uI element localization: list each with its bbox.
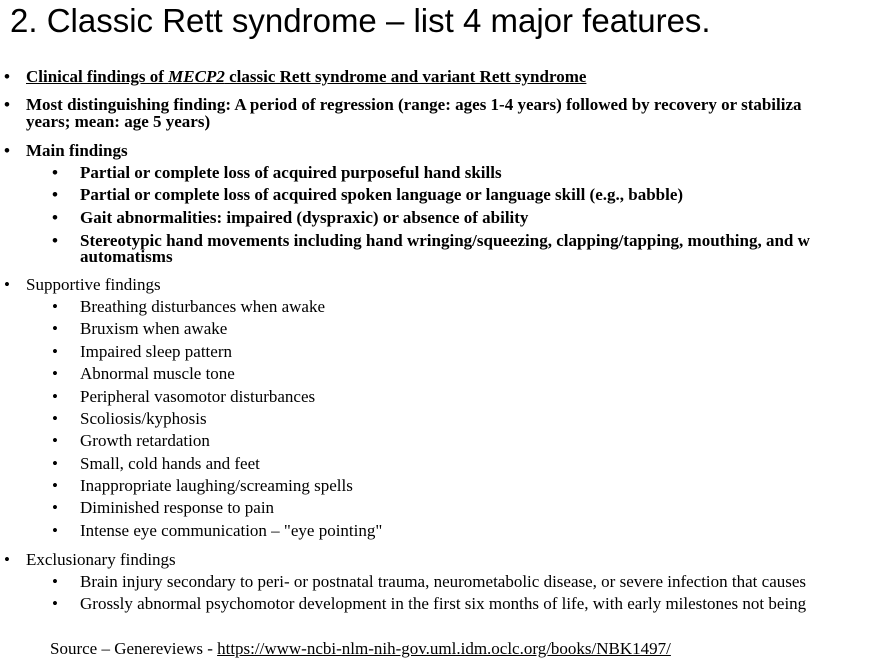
bullet-icon: •: [4, 275, 10, 294]
bullet-icon: •: [52, 364, 58, 383]
bullet-icon: •: [52, 476, 58, 495]
main-finding-text: Gait abnormalities: impaired (dyspraxic) or absence of ability: [80, 208, 529, 227]
main-finding-text-cont: automatisms: [80, 247, 173, 266]
supportive-finding-text: Abnormal muscle tone: [80, 364, 235, 383]
bullet-icon: •: [4, 95, 10, 114]
bullet-icon: •: [52, 454, 58, 473]
exclusionary-finding-text: Grossly abnormal psychomotor development in the first six months of life, with early milestones not being: [80, 594, 807, 613]
bullet-icon: •: [4, 67, 10, 86]
distinguishing-line-1: Most distinguishing finding: A period of regression (range: ages 1-4 years) followed by recovery or stabiliza: [26, 95, 802, 114]
source-citation: [50, 640, 671, 657]
bullet-icon: •: [4, 550, 10, 569]
supportive-finding-text: Intense eye communication – "eye pointing": [80, 521, 383, 540]
bullet-icon: •: [52, 163, 58, 182]
heading-text: Clinical findings of: [26, 67, 169, 86]
supportive-finding-text: Impaired sleep pattern: [80, 342, 232, 361]
supportive-finding-text: Inappropriate laughing/screaming spells: [80, 476, 353, 495]
supportive-finding-text: Bruxism when awake: [80, 319, 228, 338]
main-finding-text: Partial or complete loss of acquired purposeful hand skills: [80, 163, 502, 182]
supportive-finding-text: Diminished response to pain: [80, 498, 275, 517]
main-finding-text: Partial or complete loss of acquired spoken language or language skill (e.g., babble): [80, 185, 684, 204]
bullet-icon: •: [52, 572, 58, 591]
bullet-icon: •: [52, 231, 58, 250]
bullet-icon: •: [52, 409, 58, 428]
bullet-icon: •: [52, 521, 58, 540]
bullet-icon: •: [52, 297, 58, 316]
bullet-icon: •: [52, 185, 58, 204]
supportive-finding-text: Small, cold hands and feet: [80, 454, 260, 473]
exclusionary-finding-text: Brain injury secondary to peri- or postnatal trauma, neurometabolic disease, or severe infection that causes: [80, 572, 807, 591]
distinguishing-line-2: years; mean: age 5 years): [26, 112, 211, 131]
bullet-icon: •: [52, 594, 58, 613]
bullet-icon: •: [4, 141, 10, 160]
supportive-finding-text: Peripheral vasomotor disturbances: [80, 387, 316, 406]
main-findings-text: Main findings: [26, 141, 128, 160]
heading-text-end: classic Rett syndrome and variant Rett syndrome: [224, 67, 587, 86]
supportive-finding-text: Growth retardation: [80, 431, 210, 450]
bullet-icon: •: [52, 431, 58, 450]
gene-name: MECP2: [168, 67, 225, 86]
bullet-icon: •: [52, 319, 58, 338]
bullet-icon: •: [52, 208, 58, 227]
main-finding-text: Stereotypic hand movements including hand wringing/squeezing, clapping/tapping, mouthing, and w: [80, 231, 810, 250]
source-link[interactable]: https://www-ncbi-nlm-nih-gov.uml.idm.oclc.org/books/NBK1497/: [217, 639, 671, 658]
exclusionary-findings-text: Exclusionary findings: [26, 550, 176, 569]
supportive-finding-text: Breathing disturbances when awake: [80, 297, 325, 316]
supportive-findings-text: Supportive findings: [26, 275, 161, 294]
bullet-icon: •: [52, 498, 58, 517]
source-label: Source – Genereviews -: [50, 639, 218, 658]
bullet-icon: •: [52, 342, 58, 361]
slide-title: 2. Classic Rett syndrome – list 4 major features.: [10, 2, 711, 39]
bullet-icon: •: [52, 387, 58, 406]
supportive-finding-text: Scoliosis/kyphosis: [80, 409, 207, 428]
